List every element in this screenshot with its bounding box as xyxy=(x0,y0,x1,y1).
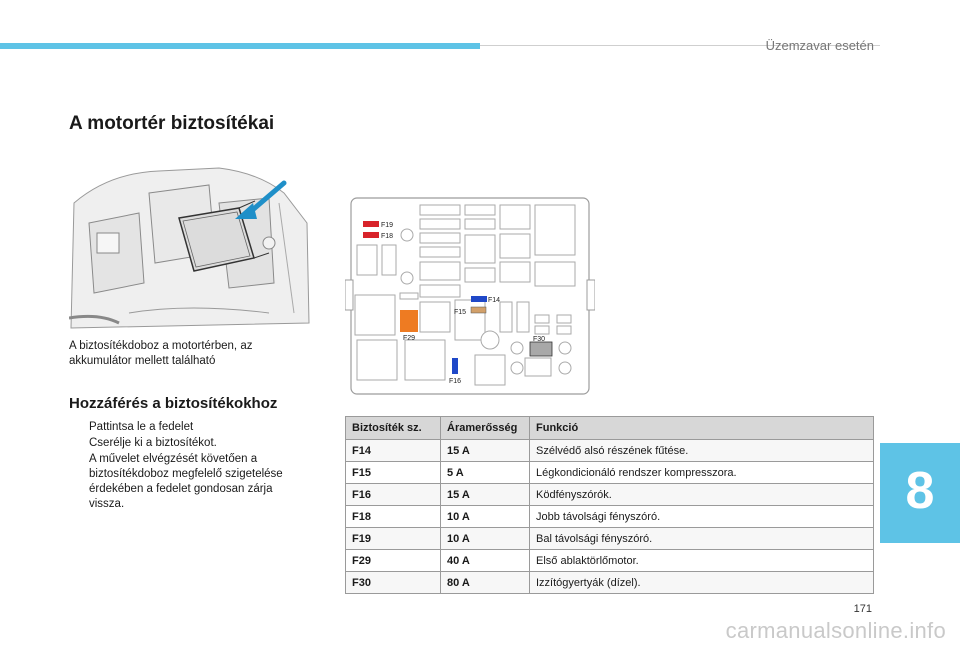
table-row xyxy=(346,462,874,484)
table-row xyxy=(346,550,874,572)
fuse-f29 xyxy=(400,310,418,332)
table-header-row xyxy=(346,417,874,440)
fuse-code: F16 xyxy=(346,484,441,506)
fuse-amperage: 5 A xyxy=(441,462,530,484)
fuse-amperage: 10 A xyxy=(441,506,530,528)
fuse-amperage: 10 A xyxy=(441,528,530,550)
table-row xyxy=(346,440,874,462)
fuse-label-f30: F30 xyxy=(533,336,546,343)
fuse-code: F14 xyxy=(346,440,441,462)
fuse-function: Izzítógyertyák (dízel). xyxy=(530,572,874,594)
step-text: Pattintsa le a fedelet xyxy=(89,421,194,433)
column-header-function: Funkció xyxy=(530,417,874,440)
table-row xyxy=(346,528,874,550)
fuse-f16 xyxy=(452,358,458,374)
table-row xyxy=(346,484,874,506)
fuse-function: Első ablaktörlőmotor. xyxy=(530,550,874,572)
fuse-function: Szélvédő alsó részének fűtése. xyxy=(530,440,874,462)
fuse-code: F18 xyxy=(346,506,441,528)
chapter-number: 8 xyxy=(905,462,935,520)
fuse-f15 xyxy=(471,307,486,313)
chapter-tab xyxy=(880,443,960,543)
fuse-label-f14: F14 xyxy=(488,297,501,304)
fuse-code: F29 xyxy=(346,550,441,572)
fuse-amperage: 15 A xyxy=(441,440,530,462)
fuse-table xyxy=(345,416,874,594)
fuse-amperage: 15 A xyxy=(441,484,530,506)
chapter-title: Üzemzavar esetén xyxy=(765,38,874,53)
fuse-amperage: 40 A xyxy=(441,550,530,572)
list-item xyxy=(69,452,309,512)
fuse-f30 xyxy=(530,342,552,356)
fuse-f14 xyxy=(471,296,487,302)
access-section-title: Hozzáférés a biztosítékokhoz xyxy=(69,395,278,412)
fuse-code: F30 xyxy=(346,572,441,594)
list-item xyxy=(69,436,309,451)
step-text: Cserélje ki a biztosítékot. xyxy=(89,437,217,449)
fuse-code: F19 xyxy=(346,528,441,550)
fuse-amperage: 80 A xyxy=(441,572,530,594)
step-text: A művelet elvégzését követően a biztosítékdoboz megfelelő szigetelése érdekében a fedelet gondosan zárja vissza. xyxy=(89,453,283,510)
list-item xyxy=(69,420,309,435)
photo-caption: A biztosítékdoboz a motortérben, az akkumulátor mellett található xyxy=(69,340,253,367)
fuse-function: Légkondicionáló rendszer kompresszora. xyxy=(530,462,874,484)
fuse-function: Bal távolsági fényszóró. xyxy=(530,528,874,550)
column-header-amperage: Áramerősség xyxy=(441,417,530,440)
fuse-label-f18: F18 xyxy=(381,233,394,240)
fuse-box-diagram xyxy=(345,190,595,400)
fuse-function: Ködfényszórók. xyxy=(530,484,874,506)
fuse-f19 xyxy=(363,221,379,227)
access-steps-list xyxy=(69,420,309,513)
engine-bay-illustration xyxy=(69,163,311,333)
column-header-fuse: Biztosíték sz. xyxy=(346,417,441,440)
fuse-label-f15: F15 xyxy=(454,309,467,316)
page-title: A motortér biztosítékai xyxy=(69,113,275,134)
fuse-label-f19: F19 xyxy=(381,222,394,229)
fuse-label-f29: F29 xyxy=(403,335,416,342)
header-accent-bar xyxy=(0,43,480,49)
table-row xyxy=(346,506,874,528)
fuse-label-f16: F16 xyxy=(449,378,462,385)
table-row xyxy=(346,572,874,594)
fuse-f18 xyxy=(363,232,379,238)
fuse-code: F15 xyxy=(346,462,441,484)
fuse-function: Jobb távolsági fényszóró. xyxy=(530,506,874,528)
page-number: 171 xyxy=(853,603,872,615)
watermark-text: carmanualsonline.info xyxy=(725,618,946,643)
